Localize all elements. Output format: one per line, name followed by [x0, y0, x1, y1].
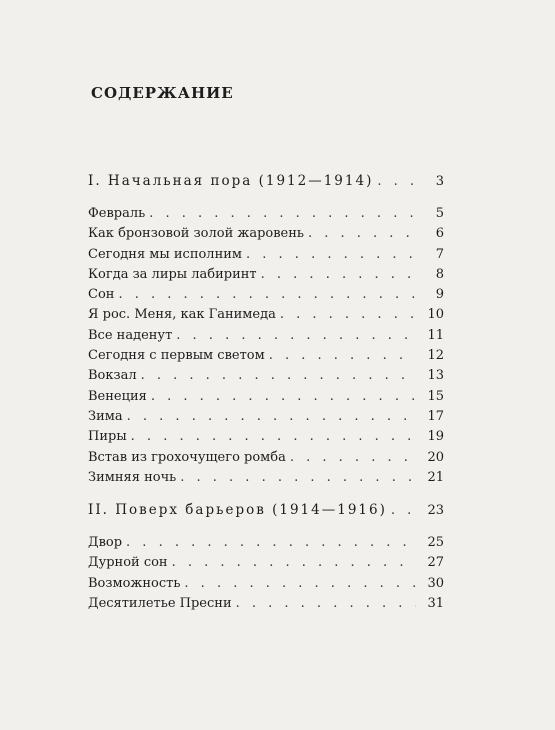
- toc-entry: [88, 596, 444, 616]
- toc-entry: [88, 226, 444, 246]
- dot-leader: [308, 226, 416, 241]
- entry-title: Сегодня мы исполним: [88, 246, 243, 262]
- toc-entry: [88, 287, 444, 307]
- page-heading: СОДЕРЖАНИЕ: [91, 84, 234, 102]
- dot-leader: [184, 576, 416, 591]
- entry-title: Возможность: [88, 575, 181, 591]
- entry-page-number: 7: [435, 246, 444, 262]
- entry-page-number: 19: [427, 429, 444, 445]
- toc-entry: [88, 267, 444, 287]
- entry-title: Зимняя ночь: [88, 469, 177, 485]
- dot-leader: [172, 555, 416, 570]
- toc-entry: [88, 389, 444, 409]
- dot-leader: [269, 348, 416, 363]
- entry-page-number: 5: [435, 206, 444, 221]
- entry-title: Вокзал: [88, 368, 137, 384]
- part-heading-row: [88, 502, 444, 524]
- dot-leader: [149, 206, 416, 221]
- part-1: [88, 173, 444, 195]
- part-title: I. Начальная пора (1912—1914): [88, 173, 374, 189]
- dot-leader: [151, 389, 416, 404]
- dot-leader: [236, 596, 416, 611]
- entry-title: Февраль: [88, 206, 146, 221]
- entry-page-number: 31: [427, 595, 444, 611]
- entry-title: Встав из грохочущего ромба: [88, 449, 286, 465]
- entry-title: Сон: [88, 287, 115, 303]
- dot-leader: [290, 450, 416, 465]
- entry-page-number: 15: [427, 388, 444, 404]
- dot-leader: [127, 409, 416, 424]
- part-2: [88, 502, 444, 524]
- toc-entry: [88, 450, 444, 470]
- entry-title: Двор: [88, 535, 123, 550]
- part-2-items: [88, 535, 444, 616]
- entry-title: Пиры: [88, 429, 127, 445]
- dot-leader: [126, 535, 416, 550]
- entry-page-number: 21: [427, 469, 444, 485]
- toc-entry: [88, 206, 444, 226]
- entry-page-number: 30: [427, 575, 444, 591]
- entry-title: Сегодня с первым светом: [88, 348, 265, 364]
- toc-entry: [88, 307, 444, 327]
- toc-entry: [88, 348, 444, 368]
- dot-leader: [180, 470, 416, 485]
- toc-entry: [88, 470, 444, 490]
- entry-page-number: 27: [427, 555, 444, 571]
- toc-entry: [88, 555, 444, 575]
- entry-title: Как бронзовой золой жаровень: [88, 226, 304, 242]
- entry-title: Все наденут: [88, 327, 173, 343]
- part-heading-row: [88, 173, 444, 195]
- entry-title: Десятилетье Пресни: [88, 595, 232, 611]
- entry-page-number: 9: [435, 287, 444, 303]
- dot-leader: [176, 328, 416, 343]
- dot-leader: [131, 429, 416, 444]
- entry-title: Зима: [88, 408, 123, 424]
- part-page-number: 23: [427, 503, 444, 518]
- dot-leader: [377, 174, 416, 189]
- entry-page-number: 8: [435, 266, 444, 282]
- entry-title: Когда за лиры лабиринт: [88, 266, 257, 282]
- entry-title: Венеция: [88, 388, 147, 404]
- entry-page-number: 12: [427, 348, 444, 364]
- dot-leader: [118, 287, 416, 302]
- entry-title: Дурной сон: [88, 555, 168, 571]
- entry-page-number: 25: [427, 535, 444, 550]
- dot-leader: [141, 368, 416, 383]
- part-page-number: 3: [435, 174, 444, 189]
- dot-leader: [280, 307, 416, 322]
- toc-entry: [88, 328, 444, 348]
- entry-page-number: 11: [427, 327, 444, 343]
- toc-entry: [88, 247, 444, 267]
- toc-entry: [88, 576, 444, 596]
- part-title: II. Поверх барьеров (1914—1916): [88, 502, 387, 518]
- entry-title: Я рос. Меня, как Ганимеда: [88, 307, 276, 323]
- toc-entry: [88, 368, 444, 388]
- entry-page-number: 6: [435, 226, 444, 242]
- part-1-items: [88, 206, 444, 490]
- dot-leader: [246, 247, 416, 262]
- toc-entry: [88, 535, 444, 555]
- entry-page-number: 20: [427, 449, 444, 465]
- entry-page-number: 13: [427, 368, 444, 384]
- dot-leader: [261, 267, 416, 282]
- entry-page-number: 10: [427, 307, 444, 323]
- dot-leader: [391, 503, 416, 518]
- entry-page-number: 17: [427, 408, 444, 424]
- toc-entry: [88, 409, 444, 429]
- toc-entry: [88, 429, 444, 449]
